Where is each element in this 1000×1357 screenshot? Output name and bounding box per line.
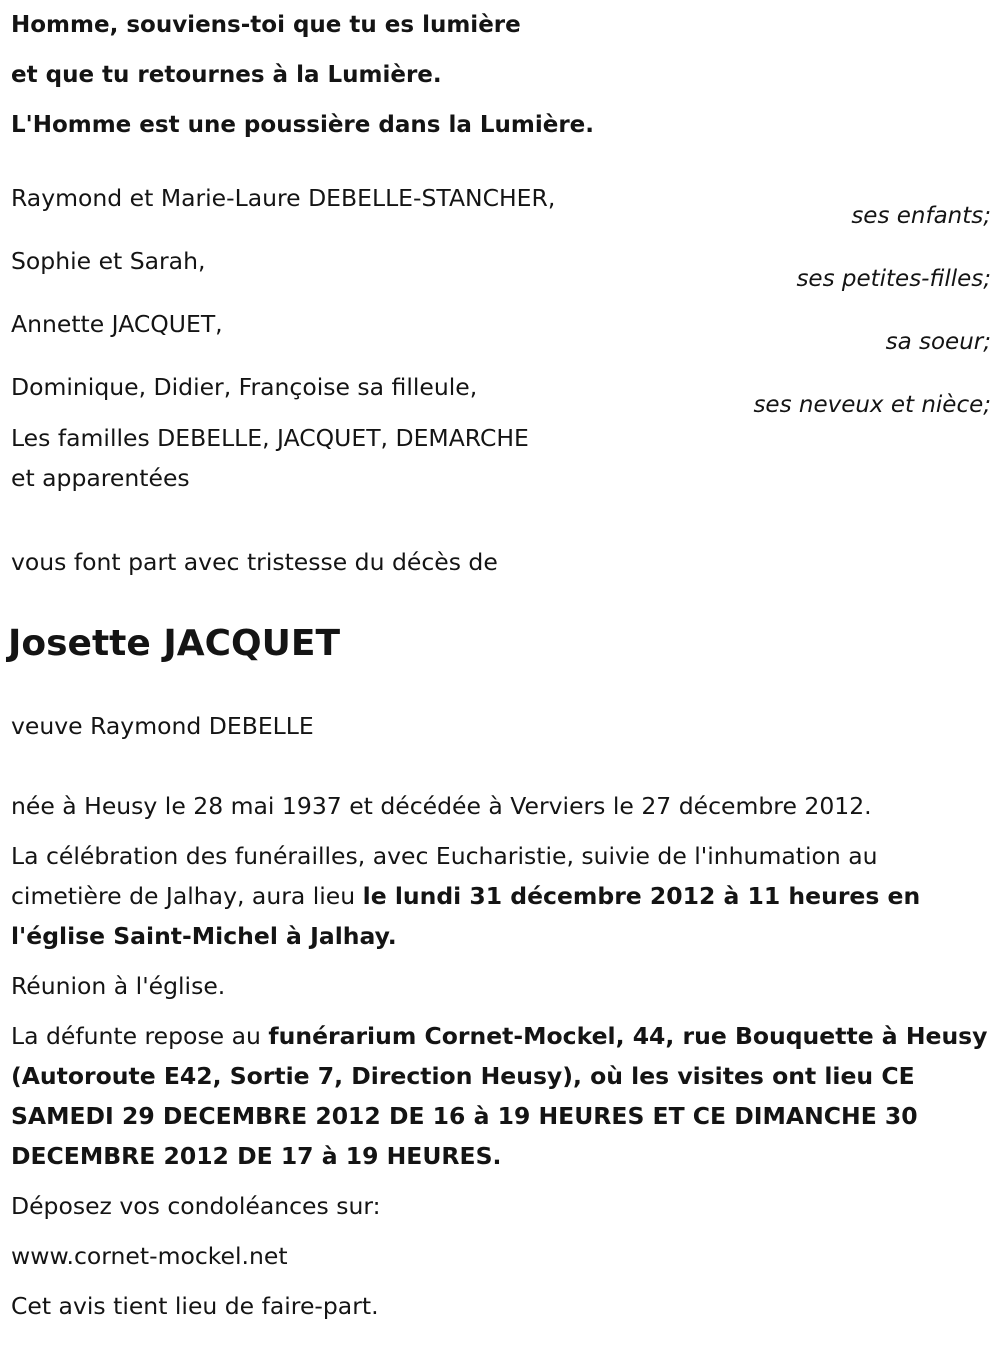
birth-death: née à Heusy le 28 mai 1937 et décédée à Verviers le 27 décembre 2012. [11, 792, 872, 820]
website-link[interactable]: www.cornet-mockel.net [11, 1242, 288, 1270]
family-names: Sophie et Sarah, [11, 247, 206, 275]
family-names: Dominique, Didier, Françoise sa filleule, [11, 373, 478, 401]
obituary-notice [8, 0, 991, 1336]
family-row-nephews [11, 367, 991, 430]
family-names: Raymond et Marie-Laure DEBELLE-STANCHER, [11, 184, 556, 212]
family-list [11, 178, 991, 498]
deceased-name: Josette JACQUET [8, 623, 340, 664]
families-line [11, 418, 991, 498]
poem-line-3: L'Homme est une poussière dans la Lumière. [11, 112, 595, 138]
families-related: et apparentées [11, 464, 190, 492]
family-row-sister [11, 304, 991, 367]
funeral-date-place: le lundi 31 décembre 2012 à 11 heures en l'église Saint-Michel à Jalhay. [11, 882, 921, 950]
repose-info [11, 1016, 991, 1176]
announcement: vous font part avec tristesse du décès de [11, 548, 498, 576]
funeral-info [11, 836, 991, 956]
family-relation: ses petites-filles; [796, 266, 991, 292]
family-relation: ses enfants; [851, 203, 991, 229]
repose-text: La défunte repose au [11, 1022, 269, 1050]
poem-line-2: et que tu retournes à la Lumière. [11, 62, 442, 88]
family-row-granddaughters [11, 241, 991, 304]
family-relation: sa soeur; [885, 329, 991, 355]
families-names: Les familles DEBELLE, JACQUET, DEMARCHE [11, 424, 529, 452]
family-row-children [11, 178, 991, 241]
family-relation: ses neveux et nièce; [753, 392, 991, 418]
poem [11, 0, 991, 150]
repose-details: funérarium Cornet-Mockel, 44, rue Bouquette à Heusy (Autoroute E42, Sortie 7, Direction Heusy), où les visites ont lieu CE SAMEDI 29 DECEMBRE 2012 DE 16 à 19 HEURES ET CE DIMANCHE 30 DECEMBRE 2012 DE 17 à 19 HEURES. [11, 1022, 988, 1170]
widow-of: veuve Raymond DEBELLE [11, 712, 314, 740]
details [11, 786, 991, 1326]
meeting-info: Réunion à l'église. [11, 972, 226, 1000]
family-names: Annette JACQUET, [11, 310, 223, 338]
condolences-label: Déposez vos condoléances sur: [11, 1192, 381, 1220]
funeral-text: La célébration des funérailles, avec Eucharistie, suivie de l'inhumation au cimetière de Jalhay, aura lieu [11, 842, 878, 910]
poem-line-1: Homme, souviens-toi que tu es lumière [11, 12, 521, 38]
closing-note: Cet avis tient lieu de faire-part. [11, 1292, 379, 1320]
